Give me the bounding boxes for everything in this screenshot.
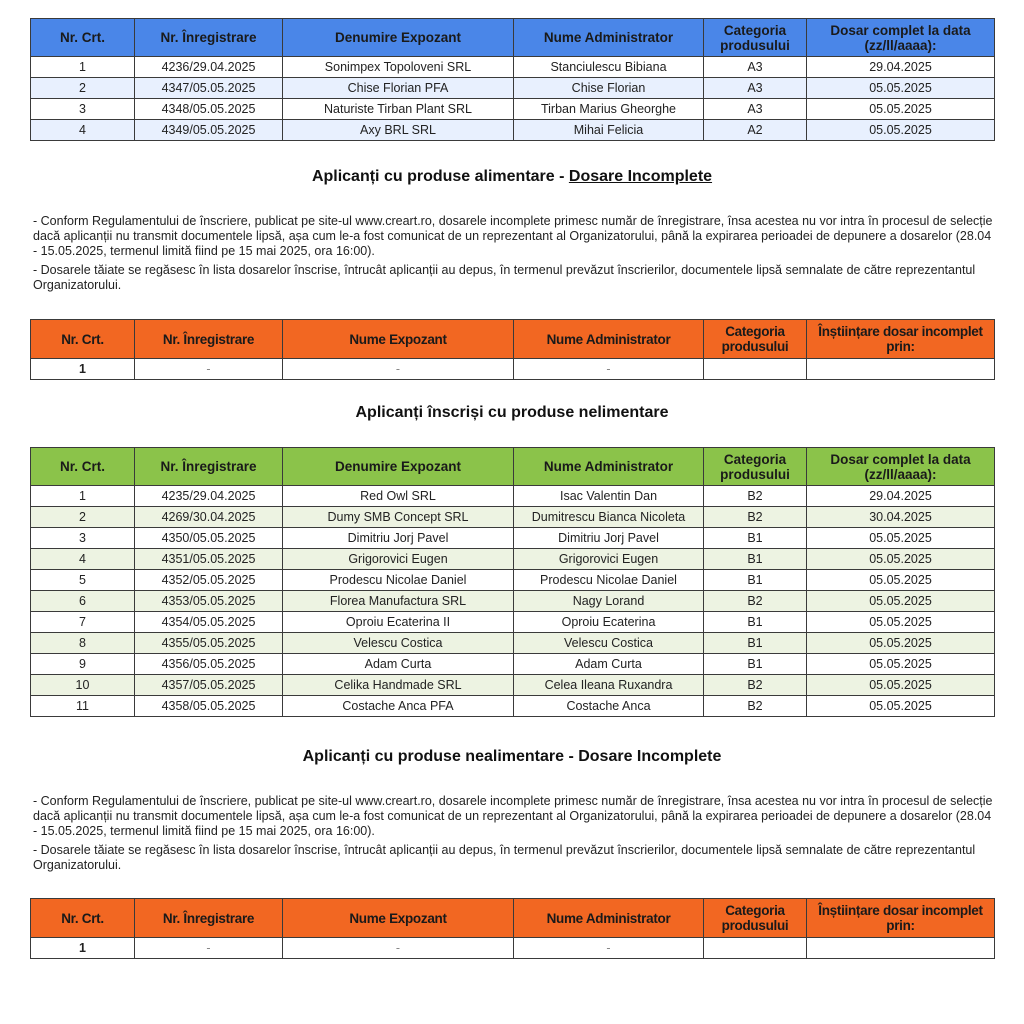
table-cell: -	[514, 938, 704, 959]
column-header: Nr. Crt.	[31, 320, 135, 359]
table-cell: Celika Handmade SRL	[283, 675, 514, 696]
table-alimentare-incomplete	[30, 319, 995, 380]
table-row	[31, 696, 995, 717]
table-cell: 05.05.2025	[807, 99, 995, 120]
table-cell: 3	[31, 528, 135, 549]
table-row	[31, 78, 995, 99]
table-cell: B1	[704, 612, 807, 633]
table-row	[31, 675, 995, 696]
table-row	[31, 486, 995, 507]
table-cell: 05.05.2025	[807, 570, 995, 591]
table-cell	[807, 938, 995, 959]
table-row	[31, 570, 995, 591]
table-cell: A2	[704, 120, 807, 141]
table-cell: Naturiste Tirban Plant SRL	[283, 99, 514, 120]
table-cell: B1	[704, 633, 807, 654]
table-cell: 05.05.2025	[807, 612, 995, 633]
table-cell: Dumy SMB Concept SRL	[283, 507, 514, 528]
table-cell: 4358/05.05.2025	[135, 696, 283, 717]
column-header: Nr. Înregistrare	[135, 19, 283, 57]
table-cell: Dimitriu Jorj Pavel	[283, 528, 514, 549]
table-cell: 29.04.2025	[807, 57, 995, 78]
table-cell: 05.05.2025	[807, 120, 995, 141]
table-cell: Prodescu Nicolae Daniel	[514, 570, 704, 591]
table-cell: Oproiu Ecaterina	[514, 612, 704, 633]
table-header-row	[31, 320, 995, 359]
table-cell: 4	[31, 120, 135, 141]
table-cell: Costache Anca	[514, 696, 704, 717]
table-row	[31, 591, 995, 612]
table-cell: 4348/05.05.2025	[135, 99, 283, 120]
table-cell: 4357/05.05.2025	[135, 675, 283, 696]
table-cell: B2	[704, 675, 807, 696]
notes-alimentare	[33, 214, 993, 297]
table-row	[31, 549, 995, 570]
table-cell: 1	[31, 57, 135, 78]
note-paragraph-2: - Dosarele tăiate se regăsesc în lista dosarelor înscrise, întrucât aplicanții au depus, în termenul prevăzut înscrierilor, documentele lipsă semnalate de către reprezentantul Organizatorului.	[33, 263, 976, 292]
table-cell: 4269/30.04.2025	[135, 507, 283, 528]
table-cell: 2	[31, 78, 135, 99]
table-cell: A3	[704, 57, 807, 78]
table-cell: Dimitriu Jorj Pavel	[514, 528, 704, 549]
table-cell: B2	[704, 507, 807, 528]
table-cell: 4352/05.05.2025	[135, 570, 283, 591]
table-cell: Red Owl SRL	[283, 486, 514, 507]
table-cell: 05.05.2025	[807, 528, 995, 549]
column-header: Categoria produsului	[704, 19, 807, 57]
table-cell: B1	[704, 654, 807, 675]
table-cell: 4353/05.05.2025	[135, 591, 283, 612]
table-cell: B1	[704, 528, 807, 549]
table-row	[31, 99, 995, 120]
table-cell: -	[283, 938, 514, 959]
table-cell: Oproiu Ecaterina II	[283, 612, 514, 633]
column-header: Nr. Crt.	[31, 448, 135, 486]
table-row	[31, 612, 995, 633]
table-cell	[704, 359, 807, 380]
table-cell: 4354/05.05.2025	[135, 612, 283, 633]
table-cell: -	[514, 359, 704, 380]
table-cell: 10	[31, 675, 135, 696]
table-cell: 05.05.2025	[807, 654, 995, 675]
table-cell: Axy BRL SRL	[283, 120, 514, 141]
column-header: Nr. Înregistrare	[135, 899, 283, 938]
table-cell: B2	[704, 696, 807, 717]
table-cell: 05.05.2025	[807, 549, 995, 570]
table-cell: Celea Ileana Ruxandra	[514, 675, 704, 696]
column-header: Denumire Expozant	[283, 19, 514, 57]
table-cell: B2	[704, 591, 807, 612]
notes-nealimentare	[33, 794, 993, 877]
table-cell: B2	[704, 486, 807, 507]
table-cell: 05.05.2025	[807, 591, 995, 612]
table-cell: Costache Anca PFA	[283, 696, 514, 717]
table-cell: 6	[31, 591, 135, 612]
table-cell: 4347/05.05.2025	[135, 78, 283, 99]
table-cell: 05.05.2025	[807, 675, 995, 696]
table-cell: Florea Manufactura SRL	[283, 591, 514, 612]
column-header: Categoria produsului	[704, 448, 807, 486]
column-header: Nume Administrator	[514, 320, 704, 359]
table-cell: Mihai Felicia	[514, 120, 704, 141]
table-header-row	[31, 19, 995, 57]
table-cell: Stanciulescu Bibiana	[514, 57, 704, 78]
title-prefix: Aplicanți cu produse alimentare -	[311, 168, 569, 185]
table-cell: Chise Florian PFA	[283, 78, 514, 99]
table-header-row	[31, 448, 995, 486]
table-cell: Sonimpex Topoloveni SRL	[283, 57, 514, 78]
column-header: Înștiințare dosar incomplet prin:	[807, 899, 995, 938]
table-cell: Grigorovici Eugen	[514, 549, 704, 570]
table-cell: Prodescu Nicolae Daniel	[283, 570, 514, 591]
table-alimentare	[30, 18, 995, 141]
table-cell: -	[135, 938, 283, 959]
table-cell: 05.05.2025	[807, 633, 995, 654]
table-cell: A3	[704, 99, 807, 120]
table-row	[31, 528, 995, 549]
table-cell: 9	[31, 654, 135, 675]
section-title-alimentare-incomplete	[0, 168, 1024, 186]
table-header-row	[31, 899, 995, 938]
table-cell: Adam Curta	[283, 654, 514, 675]
table-cell: 8	[31, 633, 135, 654]
table-row	[31, 507, 995, 528]
table-cell: Dumitrescu Bianca Nicoleta	[514, 507, 704, 528]
table-row	[31, 633, 995, 654]
table-cell: 30.04.2025	[807, 507, 995, 528]
table-cell: 1	[31, 486, 135, 507]
table-cell: 4235/29.04.2025	[135, 486, 283, 507]
section-title-nealimentare-incomplete: Aplicanți cu produse nealimentare - Dosare Incomplete	[302, 748, 722, 765]
table-cell: 2	[31, 507, 135, 528]
table-row	[31, 938, 995, 959]
column-header: Categoria produsului	[704, 320, 807, 359]
table-cell: Nagy Lorand	[514, 591, 704, 612]
table-cell: 05.05.2025	[807, 696, 995, 717]
table-cell: -	[283, 359, 514, 380]
column-header: Nume Expozant	[283, 320, 514, 359]
table-cell: 05.05.2025	[807, 78, 995, 99]
table-cell: 4350/05.05.2025	[135, 528, 283, 549]
table-row	[31, 57, 995, 78]
table-cell: 1	[31, 938, 135, 959]
table-cell: 4356/05.05.2025	[135, 654, 283, 675]
note-paragraph-1: - Conform Regulamentului de înscriere, publicat pe site-ul www.creart.ro, dosarele incomplete primesc număr de înregistrare, însa acestea nu vor intra în procesul de selecție dacă aplicanții nu transmit documentele lipsă, așa cum le-a fost comunicat de un reprezentant al Organizatorului, până la expirarea perioadei de depunere a dosarelor (28.04 - 15.05.2025, termenul limită fiind pe 15 mai 2025, ora 16:00).	[33, 794, 993, 838]
column-header: Nr. Înregistrare	[135, 448, 283, 486]
table-cell: 7	[31, 612, 135, 633]
table-cell: B1	[704, 549, 807, 570]
table-nealimentare-incomplete	[30, 898, 995, 959]
note-paragraph-1: - Conform Regulamentului de înscriere, publicat pe site-ul www.creart.ro, dosarele incomplete primesc număr de înregistrare, însa acestea nu vor intra în procesul de selecție dacă aplicanții nu transmit documentele lipsă, așa cum le-a fost comunicat de un reprezentant al Organizatorului, până la expirarea perioadei de depunere a dosarelor (28.04 - 15.05.2025, termenul limită fiind pe 15 mai 2025, ora 16:00).	[33, 214, 993, 258]
table-cell: B1	[704, 570, 807, 591]
table-cell: Adam Curta	[514, 654, 704, 675]
table-cell: 1	[31, 359, 135, 380]
column-header: Dosar complet la data (zz/ll/aaaa):	[807, 448, 995, 486]
table-cell: Chise Florian	[514, 78, 704, 99]
table-cell: Grigorovici Eugen	[283, 549, 514, 570]
title-underlined: Dosare Incomplete	[568, 168, 713, 185]
table-cell: 3	[31, 99, 135, 120]
column-header: Dosar complet la data (zz/ll/aaaa):	[807, 19, 995, 57]
table-cell: Isac Valentin Dan	[514, 486, 704, 507]
table-cell: 4236/29.04.2025	[135, 57, 283, 78]
column-header: Nr. Crt.	[31, 19, 135, 57]
column-header: Nume Expozant	[283, 899, 514, 938]
table-cell: 4	[31, 549, 135, 570]
table-cell: Velescu Costica	[514, 633, 704, 654]
table-cell	[807, 359, 995, 380]
column-header: Nume Administrator	[514, 448, 704, 486]
column-header: Nume Administrator	[514, 899, 704, 938]
table-cell: 11	[31, 696, 135, 717]
column-header: Nume Administrator	[514, 19, 704, 57]
table-cell: 29.04.2025	[807, 486, 995, 507]
table-cell: 4349/05.05.2025	[135, 120, 283, 141]
table-row	[31, 359, 995, 380]
column-header: Nr. Crt.	[31, 899, 135, 938]
table-cell: 5	[31, 570, 135, 591]
section-title-nealimentare: Aplicanți înscriși cu produse nelimentare	[355, 404, 669, 421]
table-nealimentare	[30, 447, 995, 717]
column-header: Denumire Expozant	[283, 448, 514, 486]
column-header: Înștiințare dosar incomplet prin:	[807, 320, 995, 359]
table-row	[31, 654, 995, 675]
table-cell: Tirban Marius Gheorghe	[514, 99, 704, 120]
table-row	[31, 120, 995, 141]
table-cell: 4355/05.05.2025	[135, 633, 283, 654]
column-header: Nr. Înregistrare	[135, 320, 283, 359]
table-cell: 4351/05.05.2025	[135, 549, 283, 570]
table-cell: A3	[704, 78, 807, 99]
table-cell: Velescu Costica	[283, 633, 514, 654]
column-header: Categoria produsului	[704, 899, 807, 938]
note-paragraph-2: - Dosarele tăiate se regăsesc în lista dosarelor înscrise, întrucât aplicanții au depus, în termenul prevăzut înscrierilor, documentele lipsă semnalate de către reprezentantul Organizatorului.	[33, 843, 976, 872]
table-cell	[704, 938, 807, 959]
table-cell: -	[135, 359, 283, 380]
